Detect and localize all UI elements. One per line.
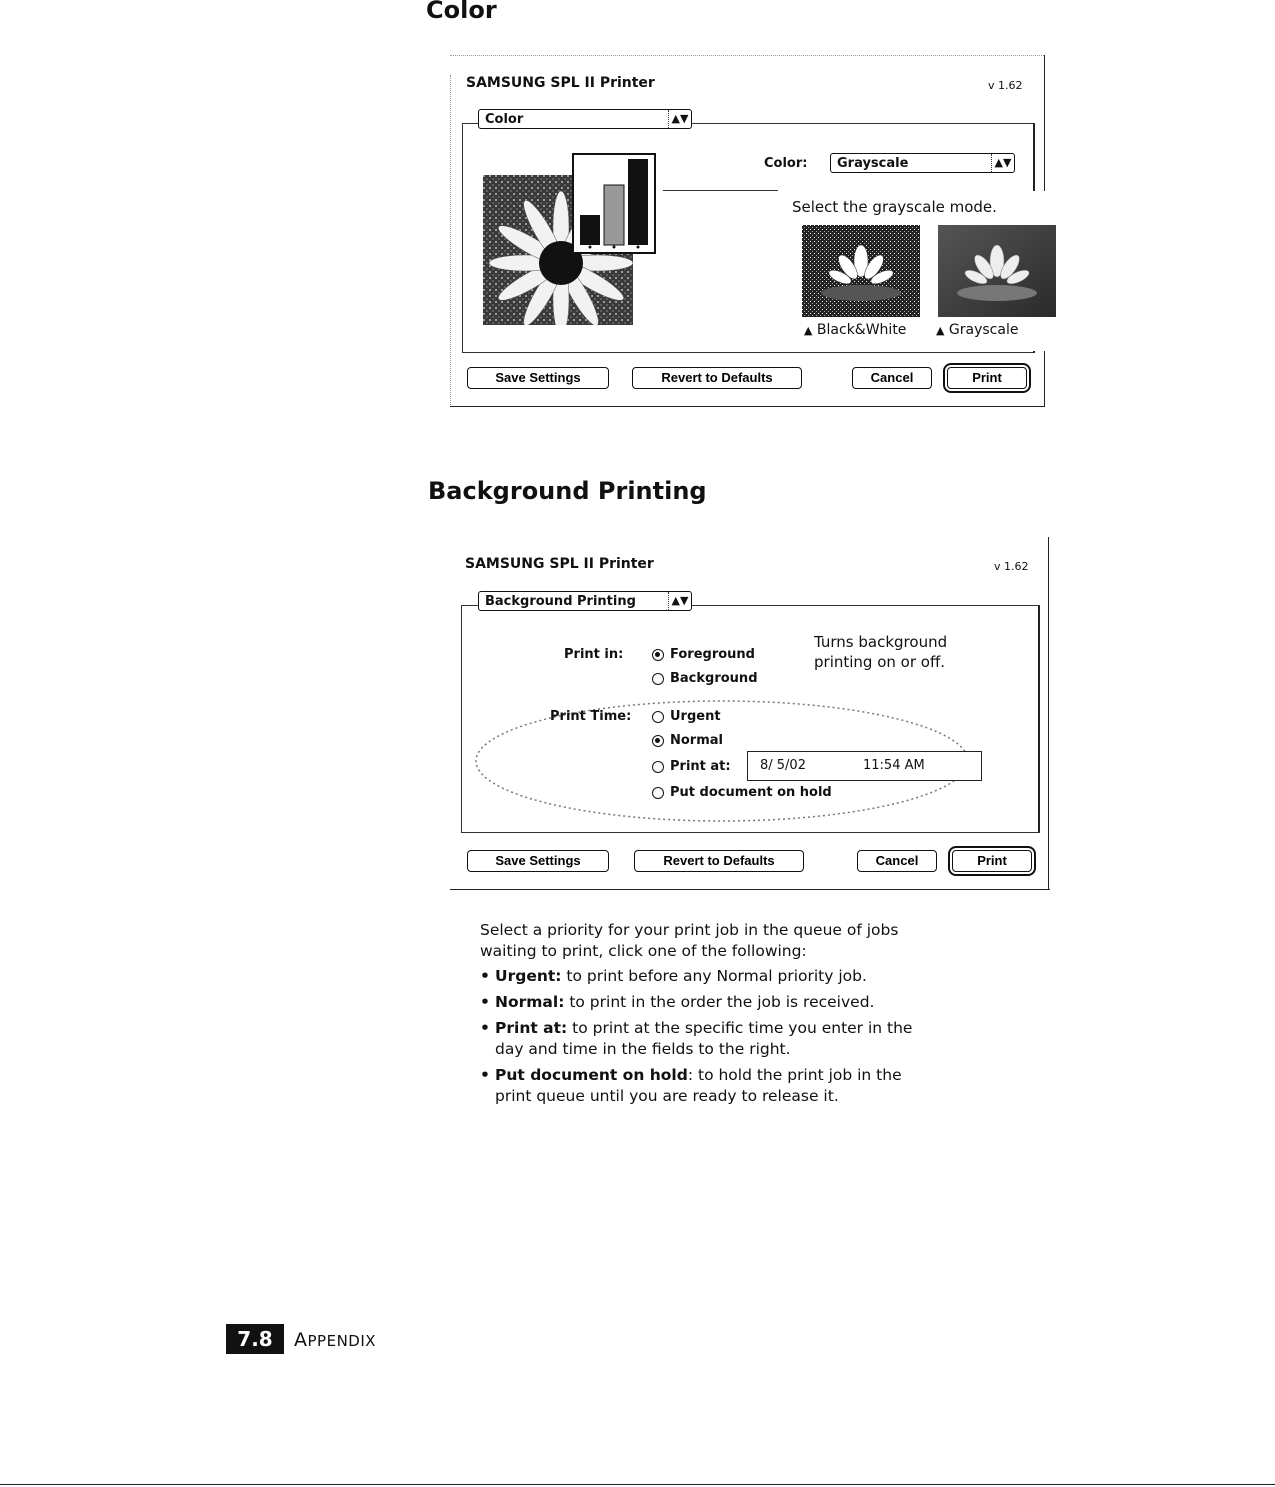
print-button[interactable]: Print xyxy=(952,850,1032,872)
radio-unchecked-icon xyxy=(652,787,664,799)
dialog-title: SAMSUNG SPL II Printer xyxy=(466,75,655,91)
caption-grayscale xyxy=(936,322,1018,338)
radio-urgent-label: Urgent xyxy=(670,709,721,724)
lotus-grayscale-image xyxy=(938,225,1056,317)
radio-foreground-label: Foreground xyxy=(670,647,755,662)
popup-arrows-icon: ▲▼ xyxy=(668,592,691,610)
save-settings-button[interactable]: Save Settings xyxy=(467,850,609,872)
color-select[interactable] xyxy=(830,153,1015,173)
cancel-button[interactable]: Cancel xyxy=(852,367,932,389)
footer-section-label xyxy=(294,1329,376,1351)
priority-list xyxy=(480,966,930,1107)
list-item xyxy=(480,1018,930,1060)
caption-black-white xyxy=(804,322,906,338)
list-item xyxy=(480,1065,930,1107)
radio-unchecked-icon xyxy=(652,761,664,773)
revert-to-defaults-button[interactable]: Revert to Defaults xyxy=(634,850,804,872)
list-item-term: Normal: xyxy=(495,993,565,1011)
sample-bw xyxy=(802,225,920,317)
list-item-text: to print before any Normal priority job. xyxy=(561,967,867,985)
radio-background-label: Background xyxy=(670,671,758,686)
dialog-version: v 1.62 xyxy=(994,560,1029,573)
list-item-term: Print at: xyxy=(495,1019,568,1037)
panel-popup[interactable] xyxy=(478,109,692,129)
radio-normal-label: Normal xyxy=(670,733,723,748)
panel-popup-label: Background Printing xyxy=(485,594,636,609)
popup-arrows-icon: ▲▼ xyxy=(991,154,1014,172)
radio-urgent[interactable] xyxy=(652,709,721,724)
footer-label-rest: PPENDIX xyxy=(307,1332,377,1350)
page-number-badge: 7.8 xyxy=(226,1324,284,1354)
dialog-version: v 1.62 xyxy=(988,79,1023,92)
radio-unchecked-icon xyxy=(652,711,664,723)
section-title-background-printing: Background Printing xyxy=(428,477,707,505)
print-in-label: Print in: xyxy=(564,647,624,662)
color-select-value: Grayscale xyxy=(837,156,909,171)
print-at-date-field[interactable]: 8/ 5/02 xyxy=(760,758,806,773)
radio-background[interactable] xyxy=(652,671,758,686)
list-item-text: : to hold the print job in the print queue until you are ready to release it. xyxy=(495,1066,902,1105)
sample-grayscale xyxy=(938,225,1056,317)
panel-popup-label: Color xyxy=(485,112,524,127)
list-item-term: Urgent: xyxy=(495,967,562,985)
grayscale-callout: Select the grayscale mode. xyxy=(792,198,997,216)
bar-graph-image xyxy=(574,155,654,252)
description-intro: Select a priority for your print job in the queue of jobs waiting to print, click one of the following: xyxy=(480,921,899,960)
dialog-title: SAMSUNG SPL II Printer xyxy=(465,556,654,572)
caption-grayscale-text: Grayscale xyxy=(948,322,1019,338)
panel-popup[interactable] xyxy=(478,591,692,611)
radio-checked-icon xyxy=(652,735,664,747)
list-item xyxy=(480,966,930,987)
list-item xyxy=(480,992,930,1013)
radio-normal[interactable] xyxy=(652,733,723,748)
save-settings-button[interactable]: Save Settings xyxy=(467,367,609,389)
background-printing-dialog xyxy=(450,537,1055,895)
color-dialog xyxy=(450,55,1050,410)
triangle-icon: ▲ xyxy=(804,324,813,337)
print-at-fields xyxy=(747,751,982,781)
radio-put-on-hold-label: Put document on hold xyxy=(670,785,832,800)
background-callout-line2: printing on or off. xyxy=(814,653,946,671)
footer-label-initial: A xyxy=(294,1329,308,1351)
caption-black-white-text: Black&White xyxy=(816,322,907,338)
print-time-label: Print Time: xyxy=(550,709,632,724)
color-label: Color: xyxy=(764,156,808,171)
section-title-color: Color xyxy=(426,0,497,24)
lotus-bw-image xyxy=(802,225,920,317)
bar-graph-illustration xyxy=(572,153,656,254)
cancel-button[interactable]: Cancel xyxy=(857,850,937,872)
background-callout-line1: Turns background xyxy=(814,633,948,651)
radio-unchecked-icon xyxy=(652,673,664,685)
list-item-text: to print in the order the job is received. xyxy=(564,993,875,1011)
radio-checked-icon xyxy=(652,649,664,661)
list-item-text: to print at the specific time you enter in the day and time in the fields to the right. xyxy=(495,1019,913,1058)
list-item-term: Put document on hold xyxy=(495,1066,688,1084)
radio-print-at-label: Print at: xyxy=(670,759,731,774)
triangle-icon: ▲ xyxy=(936,324,945,337)
print-at-time-field[interactable]: 11:54 AM xyxy=(863,758,925,773)
radio-foreground[interactable] xyxy=(652,647,755,662)
priority-description xyxy=(480,920,930,1112)
radio-put-on-hold[interactable] xyxy=(652,785,832,800)
revert-to-defaults-button[interactable]: Revert to Defaults xyxy=(632,367,802,389)
page-bottom-rule xyxy=(0,1484,1275,1485)
popup-arrows-icon: ▲▼ xyxy=(668,110,691,128)
print-button[interactable]: Print xyxy=(947,367,1027,389)
radio-print-at[interactable] xyxy=(652,759,731,774)
